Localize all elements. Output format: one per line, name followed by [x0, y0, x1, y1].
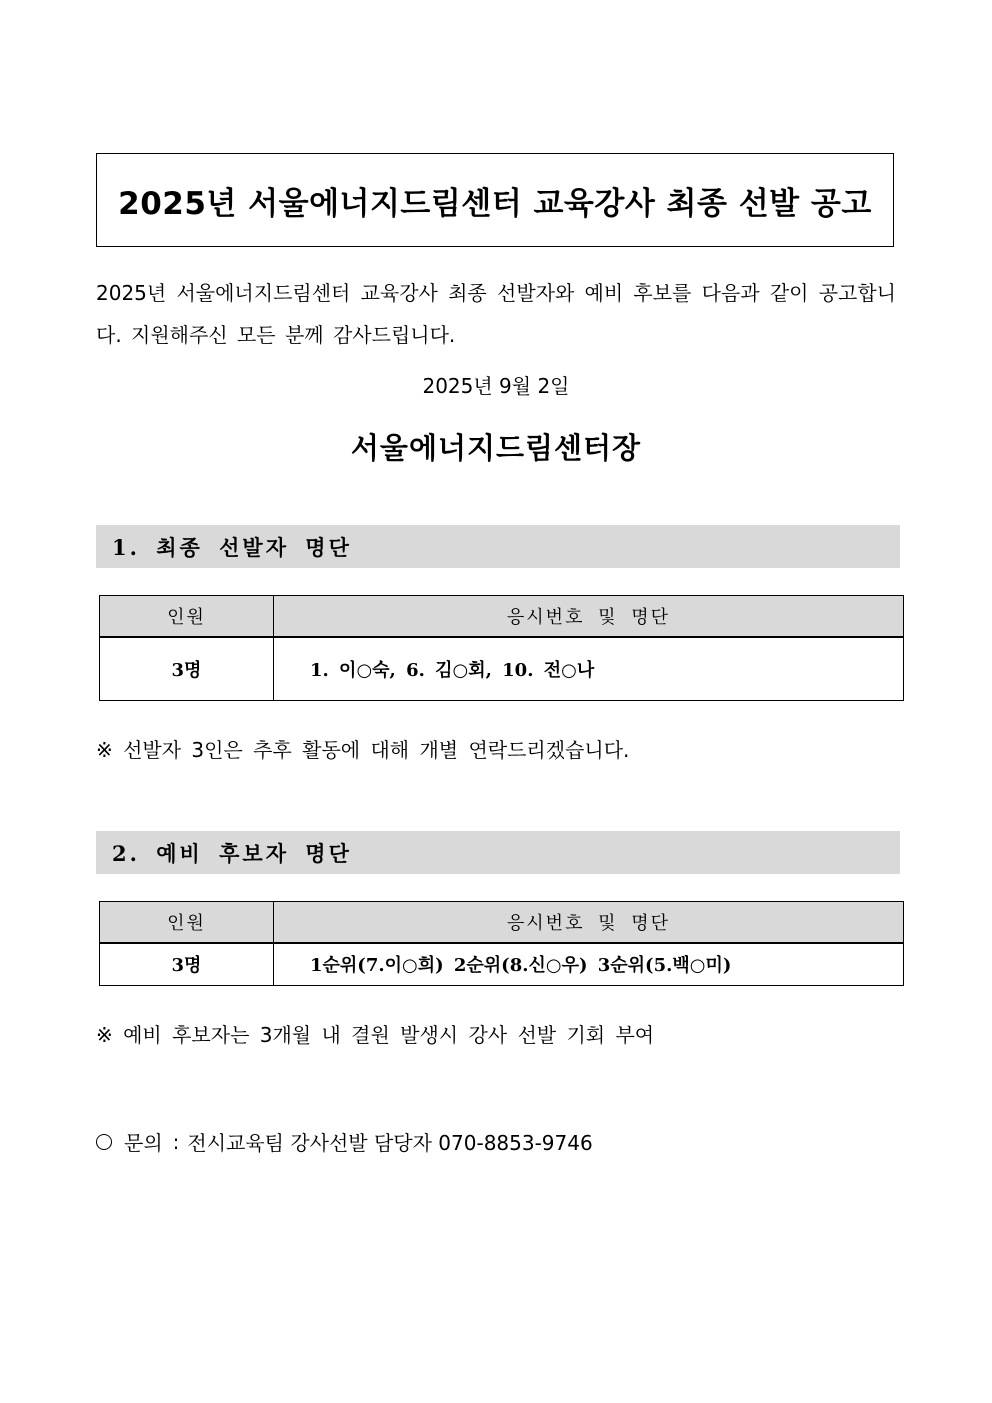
- names-cell: 1. 이○숙, 6. 김○회, 10. 전○나: [274, 637, 904, 700]
- table-row: [100, 637, 904, 700]
- column-header-names: 응시번호 및 명단: [274, 902, 904, 944]
- count-cell: 3명: [100, 637, 274, 700]
- contact-line: [96, 1127, 593, 1156]
- table-header-row: [100, 902, 904, 944]
- circle-bullet-icon: [96, 1134, 112, 1150]
- section-1-note: ※ 선발자 3인은 추후 활동에 대해 개별 연락드리겠습니다.: [96, 738, 630, 762]
- count-cell: 3명: [100, 943, 274, 985]
- column-header-count: 인원: [100, 596, 274, 638]
- contact-colon: :: [172, 1129, 180, 1154]
- contact-label: 문의: [124, 1131, 163, 1155]
- column-header-count: 인원: [100, 902, 274, 944]
- intro-paragraph: 2025년 서울에너지드림센터 교육강사 최종 선발자와 예비 후보를 다음과 같이 공고합니다. 지원해주신 모든 분께 감사드립니다.: [96, 281, 896, 347]
- title-box: [96, 153, 894, 247]
- section-1-heading: [96, 525, 900, 568]
- column-header-names: 응시번호 및 명단: [274, 596, 904, 638]
- table-row: [100, 943, 904, 985]
- section-1-heading-text: 1. 최종 선발자 명단: [112, 534, 352, 560]
- section-2-heading: [96, 831, 900, 874]
- issuer-name: 서울에너지드림센터장: [350, 431, 642, 465]
- section-2-note: ※ 예비 후보자는 3개월 내 결원 발생시 강사 선발 기회 부여: [96, 1023, 655, 1047]
- final-selection-table: [99, 595, 904, 701]
- announcement-date: 2025년 9월 2일: [422, 374, 570, 398]
- names-cell: 1순위(7.이○희) 2순위(8.신○우) 3순위(5.백○미): [274, 943, 904, 985]
- reserve-candidate-table: [99, 901, 904, 986]
- section-2-heading-text: 2. 예비 후보자 명단: [112, 840, 352, 866]
- table-header-row: [100, 596, 904, 638]
- page-title: 2025년 서울에너지드림센터 교육강사 최종 선발 공고: [118, 185, 872, 222]
- contact-text: 전시교육팀 강사선발 담당자 070-8853-9746: [187, 1131, 593, 1155]
